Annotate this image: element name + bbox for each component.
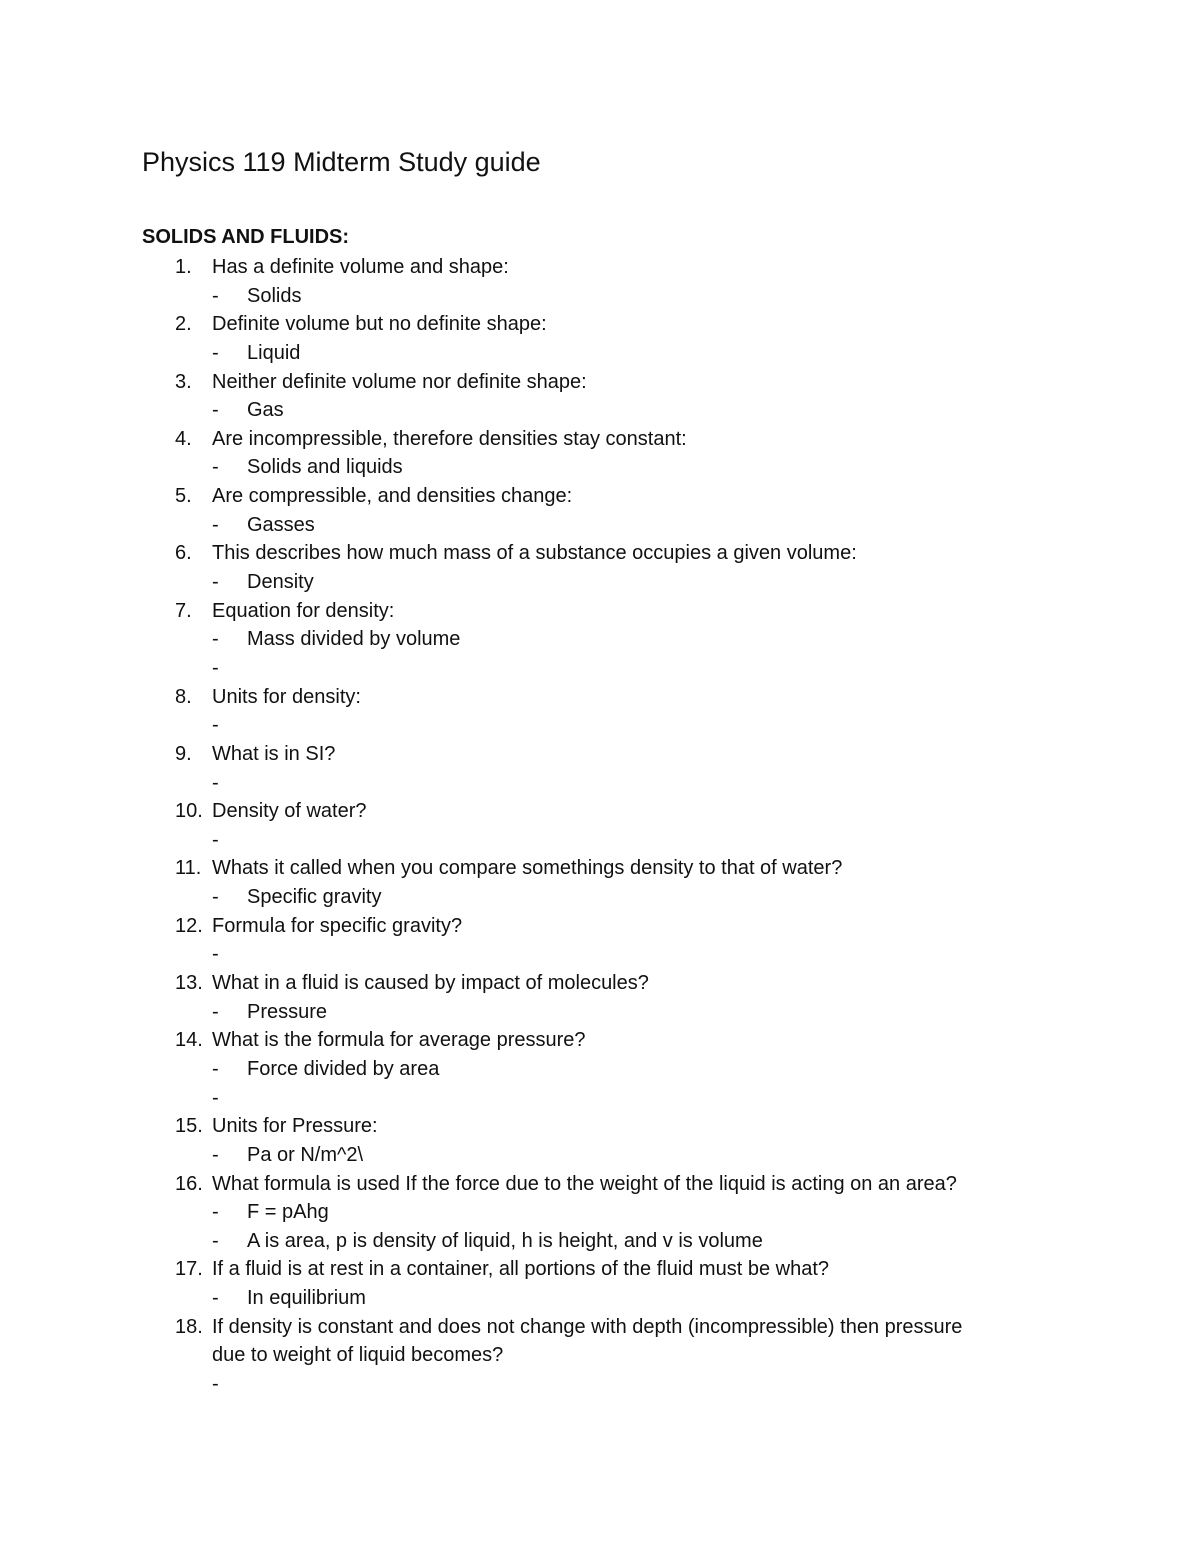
bullet-dash: - — [212, 714, 219, 737]
bullet-dash: - — [212, 1000, 219, 1023]
answer-line — [0, 826, 1200, 855]
question-text: Are compressible, and densities change: — [212, 485, 573, 508]
question-line — [0, 1313, 1200, 1342]
answer-text: Pa or N/m^2\ — [247, 1143, 364, 1166]
question-line — [0, 740, 1200, 769]
answer-line — [0, 1284, 1200, 1313]
question-text: Density of water? — [212, 800, 367, 823]
answer-line — [0, 1370, 1200, 1399]
question-number: 8. — [175, 685, 192, 708]
answer-line — [0, 1141, 1200, 1170]
answer-text: Solids — [247, 284, 302, 307]
answer-text: Mass divided by volume — [247, 628, 461, 651]
question-text: Whats it called when you compare somethings density to that of water? — [212, 857, 843, 880]
question-number: 1. — [175, 256, 192, 278]
question-text: Definite volume but no definite shape: — [212, 313, 547, 336]
question-number: 6. — [175, 542, 192, 565]
answer-line — [0, 625, 1200, 654]
question-line — [0, 1026, 1200, 1055]
answer-line — [0, 1227, 1200, 1256]
question-text: Formula for specific gravity? — [212, 914, 463, 937]
bullet-dash: - — [212, 513, 219, 536]
question-line — [0, 368, 1200, 397]
bullet-dash: - — [212, 628, 219, 651]
bullet-dash: - — [212, 399, 219, 422]
question-line — [0, 425, 1200, 454]
answer-text: In equilibrium — [247, 1287, 366, 1310]
question-number: 11. — [175, 857, 202, 880]
question-line — [0, 912, 1200, 941]
answer-line — [0, 769, 1200, 798]
bullet-dash: - — [212, 571, 219, 594]
question-number: 18. — [175, 1315, 203, 1338]
question-number: 15. — [175, 1115, 203, 1138]
question-number: 9. — [175, 742, 192, 765]
question-number: 10. — [175, 800, 203, 823]
answer-line — [0, 883, 1200, 912]
question-number: 3. — [175, 370, 192, 393]
bullet-dash: - — [212, 284, 219, 307]
answer-text: Specific gravity — [247, 886, 382, 909]
answer-line — [0, 998, 1200, 1027]
question-line — [0, 683, 1200, 712]
question-list — [0, 253, 1200, 1399]
answer-line — [0, 1198, 1200, 1227]
question-text: Units for Pressure: — [212, 1115, 378, 1138]
question-line — [0, 597, 1200, 626]
bullet-dash: - — [212, 656, 219, 679]
question-line — [0, 854, 1200, 883]
question-text: Has a definite volume and shape: — [212, 256, 509, 278]
answer-text: A is area, p is density of liquid, h is height, and v is volume — [247, 1229, 763, 1252]
question-text: Units for density: — [212, 685, 361, 708]
bullet-dash: - — [212, 1287, 219, 1310]
bullet-dash: - — [212, 1372, 219, 1395]
question-line — [0, 969, 1200, 998]
answer-text: Gasses — [247, 513, 315, 536]
answer-text: Liquid — [247, 341, 301, 364]
answer-text: Solids and liquids — [247, 456, 403, 479]
question-number: 4. — [175, 427, 192, 450]
answer-line — [0, 1055, 1200, 1084]
question-text: If a fluid is at rest in a container, all portions of the fluid must be what? — [212, 1258, 830, 1281]
question-line — [0, 253, 1200, 282]
bullet-dash: - — [212, 1086, 219, 1109]
question-number: 2. — [175, 313, 192, 336]
answer-line — [0, 1084, 1200, 1113]
bullet-dash: - — [212, 1143, 219, 1166]
answer-line — [0, 511, 1200, 540]
bullet-dash: - — [212, 886, 219, 909]
question-text: What in a fluid is caused by impact of molecules? — [212, 972, 649, 995]
question-number: 17. — [175, 1258, 203, 1281]
question-line — [0, 797, 1200, 826]
question-text: Are incompressible, therefore densities stay constant: — [212, 427, 687, 450]
bullet-dash: - — [212, 828, 219, 851]
answer-line — [0, 711, 1200, 740]
answer-text: Force divided by area — [247, 1057, 440, 1080]
bullet-dash: - — [212, 771, 219, 794]
answer-line — [0, 654, 1200, 683]
question-number: 16. — [175, 1172, 203, 1195]
bullet-dash: - — [212, 1201, 219, 1224]
question-number: 13. — [175, 972, 203, 995]
answer-text: Gas — [247, 399, 284, 422]
question-text: due to weight of liquid becomes? — [212, 1344, 504, 1367]
question-number: 7. — [175, 599, 192, 622]
answer-line — [0, 568, 1200, 597]
question-line — [0, 1112, 1200, 1141]
question-text: What is in SI? — [212, 742, 336, 765]
question-text: Neither definite volume nor definite shape: — [212, 370, 587, 393]
question-text: What formula is used If the force due to the weight of the liquid is acting on an area? — [212, 1172, 957, 1195]
bullet-dash: - — [212, 456, 219, 479]
question-number: 12. — [175, 914, 203, 937]
question-text: Equation for density: — [212, 599, 395, 622]
question-line — [0, 310, 1200, 339]
question-text: This describes how much mass of a substance occupies a given volume: — [212, 542, 857, 565]
bullet-dash: - — [212, 943, 219, 966]
question-line — [0, 482, 1200, 511]
question-text: What is the formula for average pressure? — [212, 1029, 586, 1052]
answer-text: Pressure — [247, 1000, 328, 1023]
bullet-dash: - — [212, 1057, 219, 1080]
answer-line — [0, 453, 1200, 482]
question-number: 14. — [175, 1029, 203, 1052]
question-number: 5. — [175, 485, 192, 508]
question-line — [0, 539, 1200, 568]
question-line — [0, 1170, 1200, 1199]
question-line — [0, 1341, 1200, 1370]
answer-line — [0, 282, 1200, 311]
answer-line — [0, 339, 1200, 368]
answer-line — [0, 396, 1200, 425]
question-text: If density is constant and does not change with depth (incompressible) then pressure — [212, 1315, 963, 1338]
document-title: Physics 119 Midterm Study guide — [142, 147, 541, 177]
bullet-dash: - — [212, 341, 219, 364]
answer-text: Density — [247, 571, 314, 594]
answer-text: F = pAhg — [247, 1201, 329, 1224]
section-heading: SOLIDS AND FLUIDS: — [142, 226, 350, 248]
question-line — [0, 1255, 1200, 1284]
bullet-dash: - — [212, 1229, 219, 1252]
answer-line — [0, 940, 1200, 969]
